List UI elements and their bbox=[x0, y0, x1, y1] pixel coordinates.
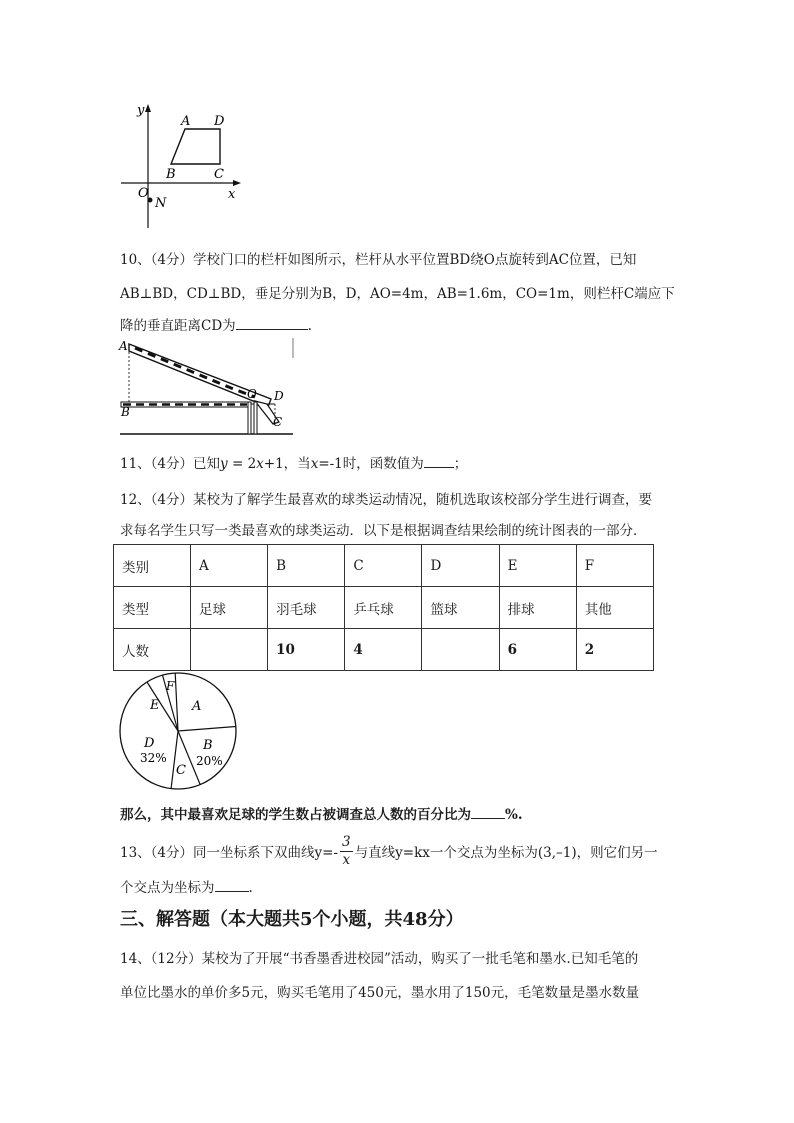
pie-label-b: B bbox=[203, 738, 213, 753]
table-cell: 4 bbox=[345, 629, 422, 671]
q13-frac-num: 3 bbox=[342, 833, 351, 850]
section-heading: 三、解答题（本大题共5个小题，共48分） bbox=[120, 909, 464, 930]
q10-line1: 10、（4分）学校门口的栏杆如图所示，栏杆从水平位置BD绕O点旋转到AC位置，已知 bbox=[120, 252, 637, 268]
label-d: D bbox=[274, 389, 284, 403]
table-cell: 人数 bbox=[114, 629, 191, 671]
label-o: O bbox=[247, 387, 257, 401]
q11-var-x2: x bbox=[310, 456, 319, 472]
table-cell: 排球 bbox=[499, 587, 576, 629]
table-cell: C bbox=[345, 545, 422, 587]
q12-question-prefix: 那么，其中最喜欢足球的学生数占被调查总人数的百分比为 bbox=[120, 807, 471, 823]
q11-prefix: 11、（4分）已知 bbox=[120, 456, 221, 472]
label-c: C bbox=[273, 415, 283, 429]
q11-suffix: ； bbox=[453, 456, 468, 472]
point-n-label: N bbox=[155, 196, 167, 211]
table-cell: F bbox=[576, 545, 653, 587]
table-cell bbox=[191, 629, 268, 671]
vertex-b-label: B bbox=[166, 167, 176, 182]
q14-line2: 单位比墨水的单价多5元，购买毛笔用了450元，墨水用了150元，毛笔数量是墨水数量 bbox=[120, 985, 640, 1001]
q13-mid: 与直线y=kx一个交点为坐标为(3,–1)，则它们另一 bbox=[354, 845, 658, 861]
table-row bbox=[114, 587, 654, 629]
q11-answer-blank[interactable] bbox=[424, 453, 454, 468]
pie-chart bbox=[118, 670, 240, 792]
table-cell bbox=[422, 629, 499, 671]
table-cell: 足球 bbox=[191, 587, 268, 629]
pie-label-f: F bbox=[166, 679, 175, 693]
q13-frac-den: x bbox=[342, 851, 351, 868]
vertex-a-label: A bbox=[181, 114, 191, 129]
table-cell: A bbox=[191, 545, 268, 587]
table-cell: 其他 bbox=[576, 587, 653, 629]
table-cell: E bbox=[499, 545, 576, 587]
q11-eq: = 2 bbox=[227, 456, 257, 472]
origin-label: O bbox=[138, 186, 149, 201]
q13-prefix: 13、（4分）同一坐标系下双曲线y=- bbox=[120, 845, 339, 861]
table-cell: B bbox=[268, 545, 345, 587]
q13-line2-prefix: 个交点为坐标为 bbox=[120, 880, 215, 896]
label-a: A bbox=[119, 339, 128, 353]
table-row bbox=[114, 545, 654, 587]
q10-line2: AB⊥BD，CD⊥BD，垂足分别为B，D，AO=4m，AB=1.6m，CO=1m，则栏杆C端应下 bbox=[120, 286, 675, 302]
table-cell: 类别 bbox=[114, 545, 191, 587]
q14-line1: 14、（12分）某校为了开展“书香墨香进校园”活动，购买了一批毛笔和墨水.已知毛笔的 bbox=[120, 951, 639, 967]
pie-label-a: A bbox=[192, 699, 202, 714]
q11-plus: +1，当 bbox=[263, 456, 311, 472]
q10-line3 bbox=[120, 314, 312, 334]
q10-line3-suffix: . bbox=[307, 318, 312, 334]
q13-answer-blank[interactable] bbox=[215, 877, 249, 892]
q12-question bbox=[120, 803, 523, 823]
pie-label-e: E bbox=[150, 698, 160, 713]
label-b: B bbox=[121, 405, 130, 419]
x-axis-label: x bbox=[228, 187, 236, 202]
q13-line2 bbox=[120, 876, 253, 896]
table-cell: 10 bbox=[268, 629, 345, 671]
table-row bbox=[114, 629, 654, 671]
pie-pct-b: 20% bbox=[196, 754, 223, 768]
quadrilateral-abcd bbox=[171, 129, 220, 164]
q11-var-x: x bbox=[256, 456, 264, 472]
pie-label-d: D bbox=[144, 736, 155, 751]
q10-line3-prefix: 降的垂直距离CD为 bbox=[120, 318, 236, 334]
q12-line1: 12、（4分）某校为了解学生最喜欢的球类运动情况，随机选取该校部分学生进行调查，要 bbox=[120, 492, 653, 508]
post-right bbox=[254, 402, 257, 434]
pie-pct-d: 32% bbox=[140, 751, 167, 765]
coordinate-figure bbox=[115, 100, 250, 235]
q12-line2: 求每名学生只写一类最喜欢的球类运动．以下是根据调查结果绘制的统计图表的一部分． bbox=[120, 523, 647, 539]
q12-answer-blank[interactable] bbox=[471, 804, 505, 819]
y-axis-label: y bbox=[137, 103, 145, 118]
survey-table bbox=[113, 544, 654, 671]
railing-figure bbox=[115, 336, 300, 440]
q10-answer-blank[interactable] bbox=[236, 315, 308, 330]
post-left bbox=[248, 402, 251, 434]
q13-fraction bbox=[340, 834, 353, 869]
vertex-c-label: C bbox=[214, 167, 224, 182]
q13-line1 bbox=[120, 832, 658, 870]
q11-mid: =-1时，函数值为 bbox=[318, 456, 424, 472]
q11-line bbox=[120, 452, 467, 472]
q12-question-suffix: %. bbox=[505, 807, 523, 823]
table-cell: D bbox=[422, 545, 499, 587]
table-cell: 羽毛球 bbox=[268, 587, 345, 629]
table-cell: 乒乓球 bbox=[345, 587, 422, 629]
vertex-d-label: D bbox=[214, 114, 225, 129]
q11-var-y: y bbox=[220, 456, 228, 472]
table-cell: 6 bbox=[499, 629, 576, 671]
table-cell: 篮球 bbox=[422, 587, 499, 629]
q13-line2-suffix: . bbox=[248, 880, 253, 896]
table-cell: 类型 bbox=[114, 587, 191, 629]
table-cell: 2 bbox=[576, 629, 653, 671]
pie-label-c: C bbox=[176, 763, 186, 778]
